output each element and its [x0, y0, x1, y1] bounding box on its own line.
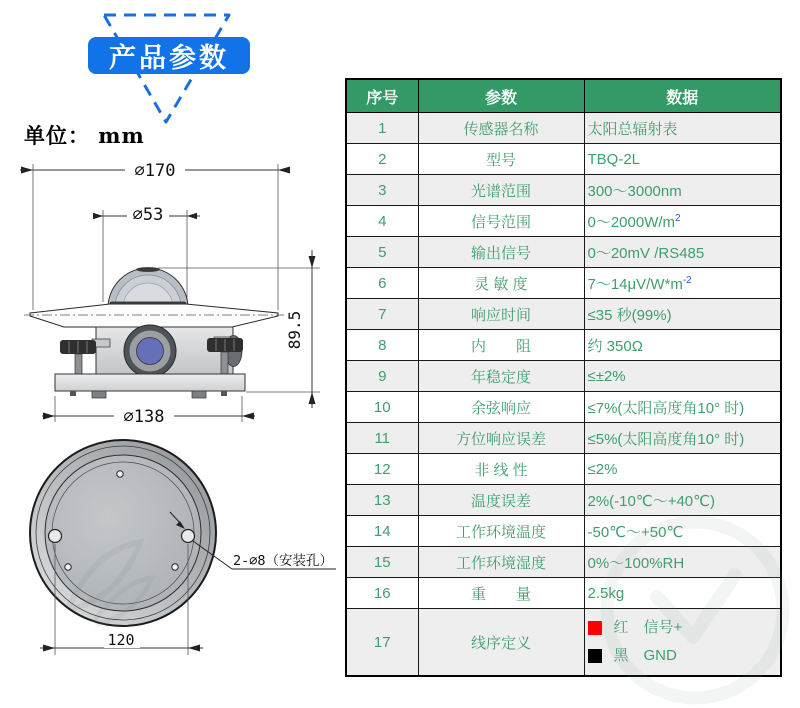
header-index: 序号 [346, 79, 418, 113]
table-row [346, 299, 781, 330]
unit-label: 单位： mm [24, 123, 145, 148]
row-value [584, 609, 781, 677]
row-index: 1 [346, 113, 418, 144]
row-value: 2%(-10℃～+40℃) [584, 485, 781, 516]
side-view [20, 160, 320, 427]
table-row [346, 361, 781, 392]
row-value: ≤±2% [584, 361, 781, 392]
bottom-view [30, 440, 336, 655]
row-parameter: 工作环境温度 [418, 516, 584, 547]
row-parameter: 年稳定度 [418, 361, 584, 392]
table-row [346, 578, 781, 609]
row-parameter: 响应时间 [418, 299, 584, 330]
spec-table-body [346, 113, 781, 677]
row-index: 9 [346, 361, 418, 392]
row-parameter: 信号范围 [418, 206, 584, 237]
header-parameter: 参数 [418, 79, 584, 113]
row-index: 14 [346, 516, 418, 547]
row-parameter: 传感器名称 [418, 113, 584, 144]
row-index: 10 [346, 392, 418, 423]
table-row [346, 423, 781, 454]
row-value: 300～3000nm [584, 175, 781, 206]
row-parameter: 温度误差 [418, 485, 584, 516]
row-value: $0\sim 2000W/m^2$ [584, 206, 781, 237]
row-parameter: 方位响应误差 [418, 423, 584, 454]
row-parameter: 工作环境湿度 [418, 547, 584, 578]
wire-color-swatch [588, 649, 602, 663]
dim-height: 89.5 [285, 310, 304, 350]
section-title-badge: 产品参数 [88, 37, 250, 74]
row-index: 3 [346, 175, 418, 206]
row-parameter: 余弦响应 [418, 392, 584, 423]
table-row [346, 454, 781, 485]
dim-dome-diameter: ∅53 [132, 205, 164, 225]
table-row [346, 392, 781, 423]
base-plate [55, 374, 245, 391]
row-parameter: 输出信号 [418, 237, 584, 268]
technical-drawing [0, 150, 340, 670]
row-value: 0～20mV /RS485 [584, 237, 781, 268]
row-value: $7\sim 14\mu V/W*m^{-2}$ [584, 268, 781, 299]
row-index: 8 [346, 330, 418, 361]
table-row [346, 175, 781, 206]
row-index: 5 [346, 237, 418, 268]
table-row [346, 485, 781, 516]
level-window [124, 325, 176, 377]
table-row [346, 113, 781, 144]
row-parameter: 线序定义 [418, 609, 584, 677]
wire-definition: 红 信号+ [588, 614, 780, 643]
table-header-row [346, 79, 781, 113]
row-index: 13 [346, 485, 418, 516]
row-value: 约 350Ω [584, 330, 781, 361]
row-value: ≤2% [584, 454, 781, 485]
row-parameter: 内 阻 [418, 330, 584, 361]
row-index: 6 [346, 268, 418, 299]
table-row [346, 330, 781, 361]
table-row [346, 268, 781, 299]
row-value: ≤5%(太阳高度角10° 时) [584, 423, 781, 454]
row-index: 2 [346, 144, 418, 175]
dim-hole-spacing: 120 [107, 631, 135, 649]
table-row [346, 144, 781, 175]
table-row [346, 547, 781, 578]
row-parameter: 型号 [418, 144, 584, 175]
table-row [346, 237, 781, 268]
row-value: TBQ-2L [584, 144, 781, 175]
label-mount-holes: 2-∅8（安装孔） [233, 553, 334, 569]
row-value: -50℃～+50℃ [584, 516, 781, 547]
wire-definition: 黑 GND [588, 642, 780, 671]
wire-color-swatch [588, 621, 602, 635]
row-index: 11 [346, 423, 418, 454]
dim-base-diameter: ∅138 [123, 407, 165, 427]
row-index: 12 [346, 454, 418, 485]
sun-shield [30, 304, 278, 327]
table-row [346, 206, 781, 237]
row-parameter: 重 量 [418, 578, 584, 609]
row-index: 16 [346, 578, 418, 609]
row-value: ≤7%(太阳高度角10° 时) [584, 392, 781, 423]
table-row [346, 516, 781, 547]
row-parameter: 灵 敏 度 [418, 268, 584, 299]
row-value: ≤35 秒(99%) [584, 299, 781, 330]
row-parameter: 非 线 性 [418, 454, 584, 485]
row-index: 17 [346, 609, 418, 677]
spec-table [345, 78, 782, 677]
row-value: 2.5kg [584, 578, 781, 609]
row-index: 4 [346, 206, 418, 237]
dim-top-diameter: ∅170 [134, 161, 176, 181]
row-index: 7 [346, 299, 418, 330]
header-data: 数据 [584, 79, 781, 113]
table-row [346, 609, 781, 677]
row-parameter: 光谱范围 [418, 175, 584, 206]
mount-hole-right [182, 530, 195, 543]
row-value: 0%～100%RH [584, 547, 781, 578]
row-index: 15 [346, 547, 418, 578]
row-value: 太阳总辐射表 [584, 113, 781, 144]
mount-hole-left [49, 530, 62, 543]
